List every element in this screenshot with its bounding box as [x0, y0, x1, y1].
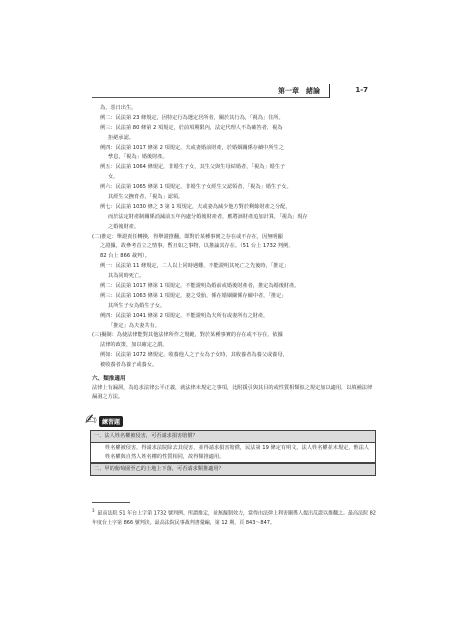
exercise-label: 練習題 [99, 416, 123, 427]
text-line: 之婚後財產。 [108, 223, 140, 230]
text-line: 被收養者為養子或養女。 [100, 362, 158, 369]
text-line: 例三：民法第 80 條第 2 項規定，於前項期限內，法定代理人不為確答者，視為 [100, 124, 283, 131]
page-header [92, 86, 368, 100]
text-line: 拒絕承認。 [108, 134, 134, 141]
text-line: 「推定」為夫妻共有。 [108, 322, 160, 329]
text-line: 為，惡日出生。 [100, 105, 137, 111]
text-line: 例七：民法第 1030 條之 3 第 1 項規定，夫或妻為減少他方對於剩餘財產之分配， [100, 203, 291, 210]
text-line: 例一：民法第 11 條規定，二人以上同時遇難，不能證明其死亡之先後時，「推定」 [100, 263, 289, 270]
exercise-badge [85, 410, 147, 428]
text-line: 其為同時死亡。 [108, 273, 145, 280]
section-paragraph: 法律上有漏洞，為追求法律公平正義，就法律未規定之事項，比附援引與其目的或性質相類似之規定加以適用，以填補法律漏洞之方法。 [92, 385, 373, 400]
answer-row: 姓名權被侵害，得請求法院除去其侵害，並得請求損害賠償，民法第 19 條定有明文。法人姓名權並未規定，惟法人姓名權與自然人姓名權的性質相同，故得類推適用。 [90, 443, 376, 464]
text-line: 82 台上 866 裁判）。 [100, 253, 150, 260]
body-text [92, 104, 372, 371]
text-line: 例五：民法第 1064 條規定，非婚生子女，其生父與生母結婚者，「視為」婚生子 [100, 164, 286, 171]
footnote-rule [92, 502, 130, 503]
section-heading: 六、類推適用 [92, 376, 126, 382]
text-line: (二)推定：舉證責任轉換，得舉證推翻。即對於某種事實之存在或不存在，因無明顯 [92, 233, 283, 240]
exercise-box [90, 430, 376, 476]
header-rule [92, 97, 330, 98]
text-line: 例四：民法第 1041 條第 2 項規定，不能證明為夫所有或妻所有之財產， [100, 312, 269, 319]
text-line: 其所生子女為婚生子女。 [108, 302, 166, 309]
text-line: 女。 [108, 174, 119, 181]
header-divider [329, 84, 330, 98]
text-line: 例三：民法第 1063 條第 1 項規定，妻之受胎，係在婚姻關係存續中者，「推定」 [100, 292, 287, 299]
text-line: 之證據，故參考首立之情事，暫且如之事物，以推論其存在。（51 台上 1732 判例、 [100, 243, 294, 250]
question-row: 二、甲的葡萄園至乙的土地上下落，可否請求類推適用？ [90, 463, 376, 476]
text-line: 例四：民法第 1017 條第 2 項規定，夫或妻婚前財產，於婚姻關係存續中所生之 [100, 144, 284, 151]
footnote [92, 506, 378, 528]
hand-icon: ✍ [85, 412, 97, 428]
text-line: (三)擬制：為使法律能對其他法律所作之規範，對於某種事實的存在或不存在，依據 [92, 332, 283, 339]
text-line: 其經生父撫育者，「視為」認領。 [108, 194, 184, 201]
question-row: 一、法人姓名權被侵害，可否請求損害賠償？ [90, 430, 376, 443]
text-line: 例六：民法第 1065 條第 1 項規定，非婚生子女經生父認領者，「視為」婚生子女。 [100, 184, 292, 191]
text-line: 例二：民法第 23 條規定，因特定行為選定居所者，關於其行為，「視為」住所。 [100, 114, 284, 121]
text-line: 例二：民法第 1017 條第 1 項規定，不能證明為婚前或婚後財產者，推定為婚後財產。 [100, 283, 300, 290]
text-line: 而於法定財產制關係消滅前五年內處分婚後財產者，應將該財產追加計算，「視為」現存 [108, 213, 308, 220]
page-number: 1-7 [355, 86, 368, 94]
footnote-number: 3 [92, 508, 95, 513]
footnote-text: 最高法院 51 年台上字第 1732 號判例、所謂推定，並無擬制效力，當得由法律上利害關係人提出反證以推翻之。最高法院 82 年度台上字第 866 號判決。最高法院民事裁判書彙編，第 12 期，頁 843～847。 [92, 510, 376, 526]
text-line: 例如：民法第 1072 條規定，收養他人之子女為子女時，其收養者為養父或養母， [100, 352, 288, 359]
text-line: 法律的政策，加以確定之謂。 [100, 342, 168, 349]
chapter-title: 第一章 緒論 [278, 87, 320, 95]
text-line: 孳息，「視為」婚後財產。 [108, 154, 168, 161]
